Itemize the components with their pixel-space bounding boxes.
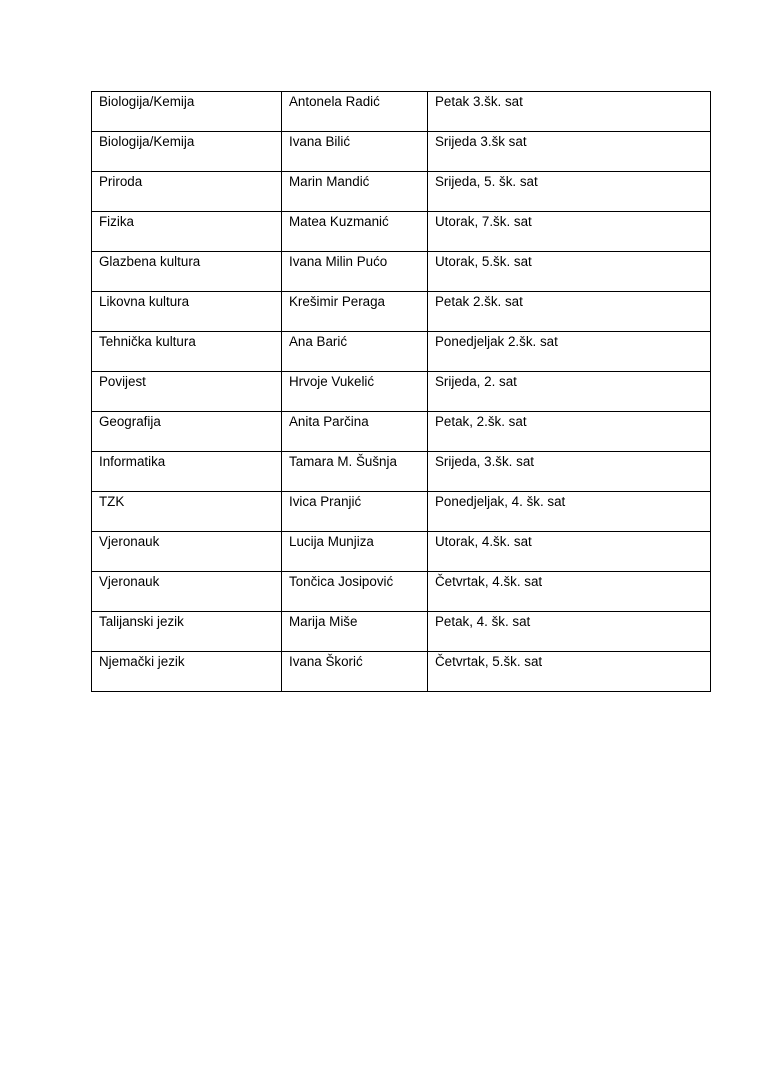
- teacher-cell: Antonela Radić: [282, 92, 428, 132]
- subject-cell: Njemački jezik: [92, 652, 282, 692]
- table-row: [92, 572, 711, 612]
- table-row: [92, 132, 711, 172]
- subject-cell: Informatika: [92, 452, 282, 492]
- teacher-cell: Matea Kuzmanić: [282, 212, 428, 252]
- subject-cell: Vjeronauk: [92, 572, 282, 612]
- subject-cell: Biologija/Kemija: [92, 92, 282, 132]
- time-cell: Srijeda 3.šk sat: [428, 132, 711, 172]
- teacher-cell: Marija Miše: [282, 612, 428, 652]
- time-cell: Srijeda, 3.šk. sat: [428, 452, 711, 492]
- table-row: [92, 612, 711, 652]
- subject-cell: Vjeronauk: [92, 532, 282, 572]
- table-row: [92, 372, 711, 412]
- teacher-cell: Anita Parčina: [282, 412, 428, 452]
- time-cell: Petak, 2.šk. sat: [428, 412, 711, 452]
- time-cell: Ponedjeljak, 4. šk. sat: [428, 492, 711, 532]
- teacher-cell: Krešimir Peraga: [282, 292, 428, 332]
- table-row: [92, 652, 711, 692]
- time-cell: Ponedjeljak 2.šk. sat: [428, 332, 711, 372]
- subject-cell: Glazbena kultura: [92, 252, 282, 292]
- subject-cell: Talijanski jezik: [92, 612, 282, 652]
- teacher-cell: Ana Barić: [282, 332, 428, 372]
- subject-cell: Tehnička kultura: [92, 332, 282, 372]
- time-cell: Petak, 4. šk. sat: [428, 612, 711, 652]
- subject-cell: Geografija: [92, 412, 282, 452]
- subject-cell: Biologija/Kemija: [92, 132, 282, 172]
- teacher-cell: Lucija Munjiza: [282, 532, 428, 572]
- table-row: [92, 412, 711, 452]
- table-row: [92, 332, 711, 372]
- subject-cell: TZK: [92, 492, 282, 532]
- time-cell: Petak 2.šk. sat: [428, 292, 711, 332]
- subject-cell: Fizika: [92, 212, 282, 252]
- time-cell: Utorak, 4.šk. sat: [428, 532, 711, 572]
- time-cell: Srijeda, 5. šk. sat: [428, 172, 711, 212]
- teacher-cell: Tamara M. Šušnja: [282, 452, 428, 492]
- table-row: [92, 492, 711, 532]
- time-cell: Utorak, 5.šk. sat: [428, 252, 711, 292]
- time-cell: Utorak, 7.šk. sat: [428, 212, 711, 252]
- teacher-cell: Ivana Milin Pućo: [282, 252, 428, 292]
- consultation-schedule-table: [91, 91, 711, 692]
- table-row: [92, 172, 711, 212]
- table-row: [92, 252, 711, 292]
- time-cell: Četvrtak, 5.šk. sat: [428, 652, 711, 692]
- teacher-cell: Tončica Josipović: [282, 572, 428, 612]
- teacher-cell: Marin Mandić: [282, 172, 428, 212]
- table-row: [92, 452, 711, 492]
- teacher-cell: Hrvoje Vukelić: [282, 372, 428, 412]
- table-row: [92, 212, 711, 252]
- table-row: [92, 92, 711, 132]
- time-cell: Petak 3.šk. sat: [428, 92, 711, 132]
- teacher-cell: Ivica Pranjić: [282, 492, 428, 532]
- time-cell: Četvrtak, 4.šk. sat: [428, 572, 711, 612]
- teacher-cell: Ivana Škorić: [282, 652, 428, 692]
- time-cell: Srijeda, 2. sat: [428, 372, 711, 412]
- table-row: [92, 292, 711, 332]
- table-row: [92, 532, 711, 572]
- teacher-cell: Ivana Bilić: [282, 132, 428, 172]
- subject-cell: Likovna kultura: [92, 292, 282, 332]
- subject-cell: Priroda: [92, 172, 282, 212]
- subject-cell: Povijest: [92, 372, 282, 412]
